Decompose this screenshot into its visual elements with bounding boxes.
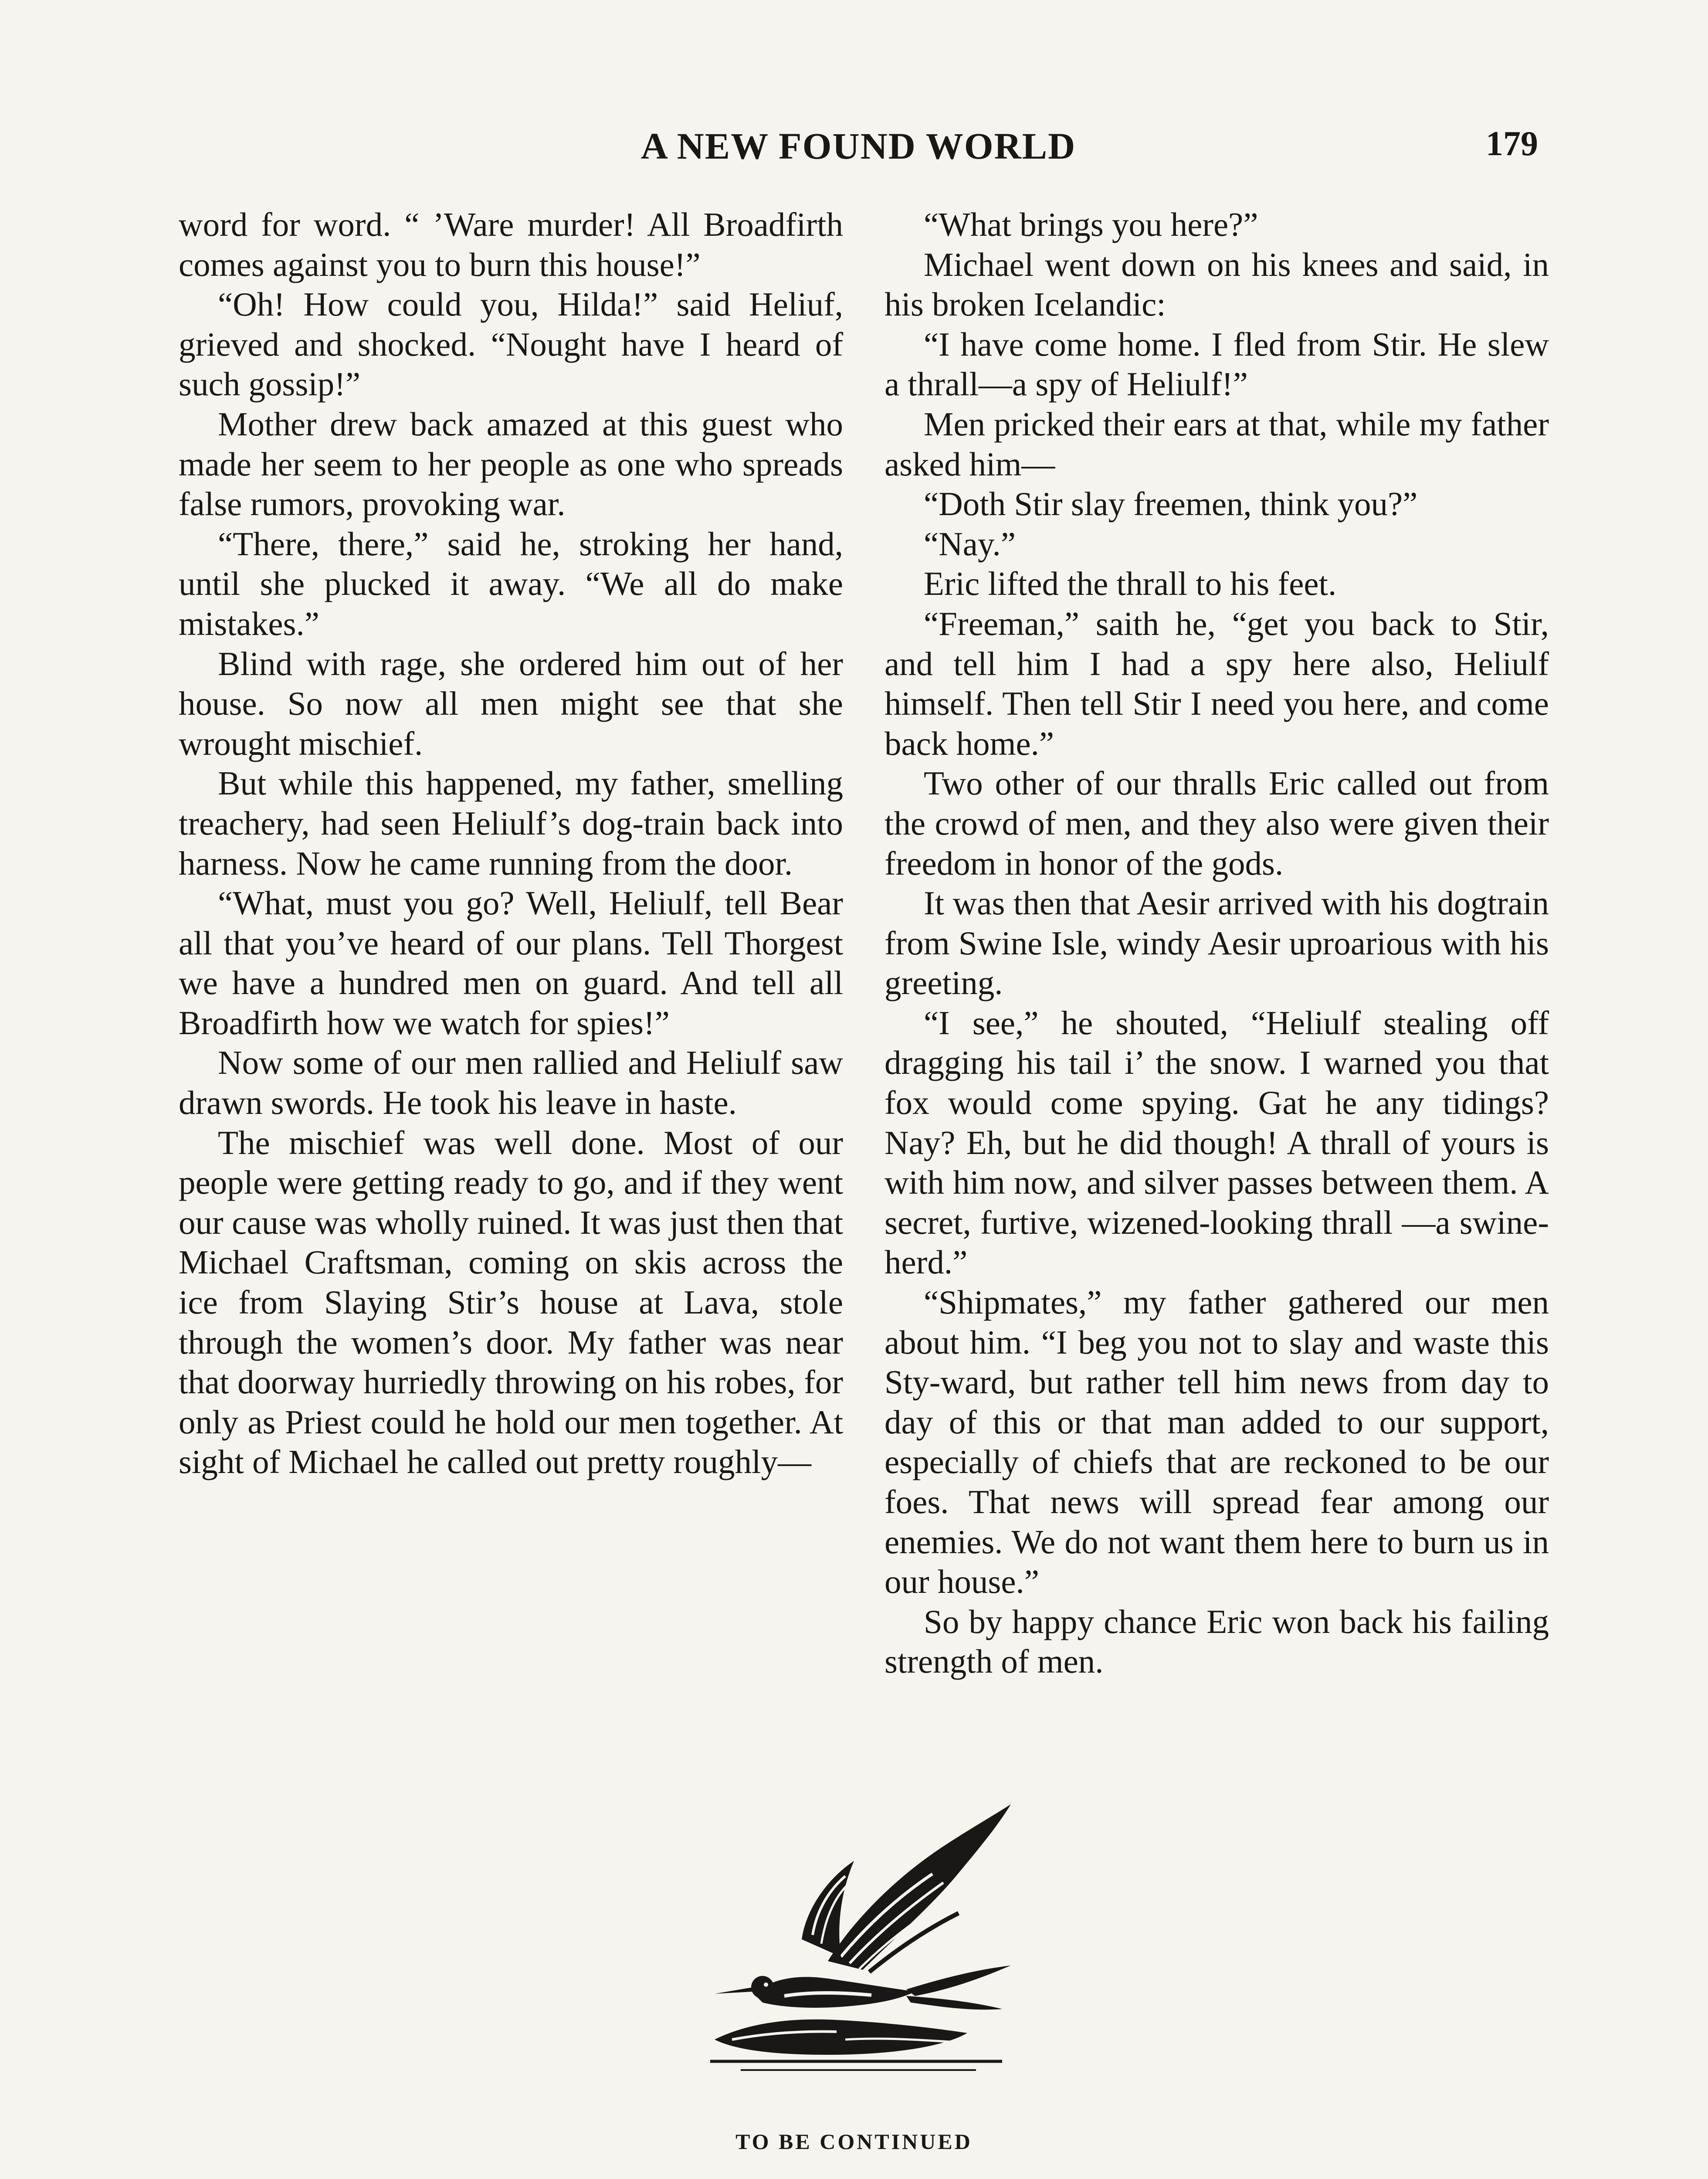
paragraph: Mother drew back amazed at this guest who made her seem to her people as one who spreads false rumors, provoking war.	[179, 405, 843, 523]
paragraph: Blind with rage, she ordered him out of her house. So now all men might see that she wrought mischief.	[179, 645, 843, 762]
paragraph: “I see,” he shouted, “Heliulf stealing off dragging his tail i’ the snow. I warned you that fox would come spying. Gat he any tidings? Nay? Eh, but he did though! A thrall of yours is with him now, and silver passes between them. A secret, furtive, wizened-looking thrall —a swine-herd.”	[884, 1004, 1549, 1281]
paragraph: “Doth Stir slay freemen, think you?”	[924, 485, 1418, 523]
paragraph: word for word. “ ’Ware murder! All Broadfirth comes against you to burn this house!”	[179, 206, 843, 283]
paragraph: “I have come home. I fled from Stir. He slew a thrall—a spy of Heliulf!”	[884, 325, 1549, 403]
paragraph: “Freeman,” saith he, “get you back to Stir, and tell him I had a spy here also, Heliulf himself. Then tell Stir I need you here, and come back home.”	[884, 604, 1549, 762]
left-column	[179, 205, 843, 1482]
right-column	[884, 205, 1549, 1682]
paragraph: It was then that Aesir arrived with his dogtrain from Swine Isle, windy Aesir uproarious with his greeting.	[884, 884, 1549, 1002]
paragraph: “What, must you go? Well, Heliulf, tell Bear all that you’ve heard of our plans. Tell Thorgest we have a hundred men on guard. And tell all Broadfirth how we watch for spies!”	[179, 884, 843, 1042]
flying-tern-icon	[697, 1795, 1020, 2074]
paragraph: “Shipmates,” my father gathered our men about him. “I beg you not to slay and waste this Sty-ward, but rather tell him news from day to day of this or that man added to our support, especially of chiefs that are reckoned to be our foes. That news will spread fear among our enemies. We do not want them here to burn us in our house.”	[884, 1283, 1549, 1601]
paragraph: “There, there,” said he, stroking her hand, until she plucked it away. “We all do make mistakes.”	[179, 525, 843, 642]
paragraph: “Nay.”	[924, 525, 1016, 563]
running-head	[179, 124, 1538, 172]
paragraph: “Oh! How could you, Hilda!” said Heliuf, grieved and shocked. “Nought have I heard of such gossip!”	[179, 285, 843, 403]
paragraph: Eric lifted the thrall to his feet.	[924, 565, 1337, 603]
paragraph: The mischief was well done. Most of our people were getting ready to go, and if they went our cause was wholly ruined. It was just then that Michael Craftsman, coming on skis across the ice from Slaying Stir’s house at Lava, stole through the women’s door. My father was near that doorway hurriedly throwing on his robes, for only as Priest could he hold our men together. At sight of Michael he called out pretty roughly—	[179, 1123, 843, 1481]
page-number: 179	[1486, 125, 1538, 163]
paragraph: Two other of our thralls Eric called out from the crowd of men, and they also were given their freedom in honor of the gods.	[884, 764, 1549, 882]
paragraph: So by happy chance Eric won back his failing strength of men.	[884, 1602, 1549, 1680]
page-title: A NEW FOUND WORLD	[640, 125, 1076, 167]
paragraph: “What brings you here?”	[924, 206, 1258, 243]
paragraph: Men pricked their ears at that, while my father asked him—	[884, 405, 1549, 483]
paragraph: But while this happened, my father, smelling treachery, had seen Heliulf’s dog-train back into harness. Now he came running from the door.	[179, 764, 843, 882]
to-be-continued-label: TO BE CONTINUED	[735, 2129, 973, 2154]
paragraph: Now some of our men rallied and Heliulf saw drawn swords. He took his leave in haste.	[179, 1044, 843, 1122]
paragraph: Michael went down on his knees and said, in his broken Icelandic:	[884, 245, 1549, 323]
